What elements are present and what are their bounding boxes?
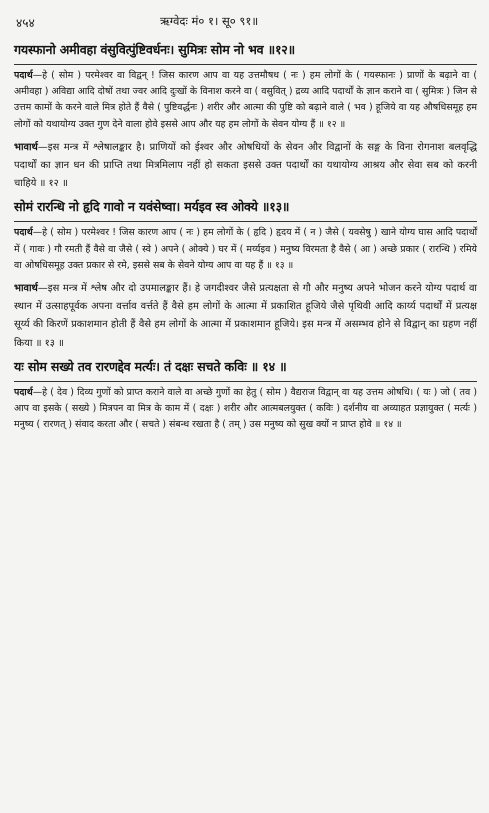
bhavartha-label: भावार्थ <box>14 141 38 153</box>
running-title: ऋग्वेदः मं० १। सू० ९१॥ <box>160 14 259 28</box>
bhavartha-13 <box>14 280 477 353</box>
padartha-text: —हे ( सोम ) परमेश्वर ! जिस कारण आप ( नः ) हम लोगों के ( हृदि ) हृदय में ( न ) जैसे ( यवसेषु ) खाने योग्य घास आदि पदार्थों में ( गावः ) गौ रमती हैं वैसे वा जैसे ( स्वे ) अपने ( ओक्ये ) घर में ( मर्य्यइव ) मनुष्य विरमता है वैसे ( आ ) अच्छे प्रकार ( रारन्धि ) रमिये वा ओषधिसमूह उक्त प्रकार से रमे, इससे सब के सेवने योग्य आप वा यह हैं ॥ १३ ॥ <box>14 227 477 271</box>
padartha-label: पदार्थ <box>14 227 33 239</box>
padartha-text: —हे ( देव ) दिव्य गुणों को प्राप्त कराने वाले वा अच्छे गुणों का हेतु ( सोम ) वैद्यराज विद्वान् वा यह उत्तम ओषधि। ( यः ) जो ( तव ) आप वा इसके ( सख्ये ) मित्रपन वा मित्र के काम में ( दक्षः ) शरीर और आत्मबलयुक्त ( कविः ) दर्शनीय वा अव्याहत प्रज्ञायुक्त ( मर्त्यः ) मनुष्य ( रारणत् ) संवाद करता और ( सचते ) संबन्ध रखता है ( तम् ) उस मनुष्य को सुख क्यों न प्राप्त होवे ॥ १४ ॥ <box>14 386 477 431</box>
page-number: ४५४ <box>16 16 35 30</box>
bhavartha-text: —इस मन्त्र में श्लेष और दो उपमालङ्कार हैं। हे जगदीश्वर जैसे प्रत्यक्षता से गौ और मनुष्य अपने भोजन करने योग्य पदार्थ वा स्थान में उत्साहपूर्वक अपना वर्त्ताव वर्त्तते हैं वैसे हम लोगों के आत्मा में प्रकाशित हूजिये जैसे पृथिवी आदि कार्य्य पदार्थों में प्रत्यक्ष सूर्य्य की किरणें प्रकाशमान होती हैं वैसे हम लोगों के आत्मा में प्रकाशमान हूजिये। इस मन्त्र में असम्भव होने से विद्वान् का ग्रहण नहीं किया ॥ १३ ॥ <box>14 283 477 349</box>
padartha-12 <box>14 68 477 133</box>
padartha-text: —हे ( सोम ) परमेश्वर वा विद्वन् ! जिस कारण आप वा यह उत्तमौषध ( नः ) हम लोगों के ( गयस्फानः ) प्राणों के बढ़ाने वा ( अमीवहा ) अविद्या आदि दोषों तथा ज्वर आदि दुःखों के विनाश करने वा ( वसुवित् ) द्रव्य आदि पदार्थों के ज्ञान कराने वा ( सुमित्रः ) जिन से उत्तम कामों के करने वाले मित्र होते हैं वैसे ( पुष्टिवर्द्धनः ) शरीर और आत्मा की पुष्टि को बढ़ाने वाले ( भव ) हूजिये वा यह औषधिसमूह हम लोगों को यथायोग्य उक्त गुण देने वाला होवे इससे आप और यह हम लोगों के सेवन योग्य हैं ॥ १२ ॥ <box>14 70 477 130</box>
padartha-label: पदार्थ <box>14 70 33 81</box>
divider <box>14 221 477 222</box>
padartha-label: पदार्थ <box>14 386 33 398</box>
divider <box>14 381 477 382</box>
bhavartha-12 <box>14 139 477 194</box>
padartha-13 <box>14 225 477 274</box>
mantra-13: सोमं रारन्धि नो हृदि गावो न यवंसेष्वा। मर्यइव स्व ओक्ये ॥१३॥ <box>14 199 290 215</box>
page <box>14 8 477 433</box>
divider <box>14 64 477 65</box>
padartha-14 <box>14 385 477 434</box>
running-head <box>14 8 477 36</box>
bhavartha-text: —इस मन्त्र में श्लेषालङ्कार है। प्राणियों को ईश्वर और ओषधियों के सेवन और विद्वानों के सङ्ग के विना रोगनाश बलवृद्धि पदार्थों का ज्ञान धन की प्राप्ति तथा मित्रमिलाप नहीं हो सकता इससे उक्त पदार्थों का यथायोग्य आश्रय और सेवा सब को करनी चाहिये ॥ १२ ॥ <box>14 141 477 190</box>
bhavartha-label: भावार्थ <box>14 283 38 295</box>
mantra-12: गयस्फानो अमीवहा वंसुवित्पुंष्टिवर्धनः। सुमित्रः सोम नो भव ॥१२॥ <box>14 42 295 57</box>
mantra-14: यः सोम सख्ये तव रारणद्देव मर्त्यः। तं दक्षः सचते कविः ॥ १४ ॥ <box>14 358 287 374</box>
